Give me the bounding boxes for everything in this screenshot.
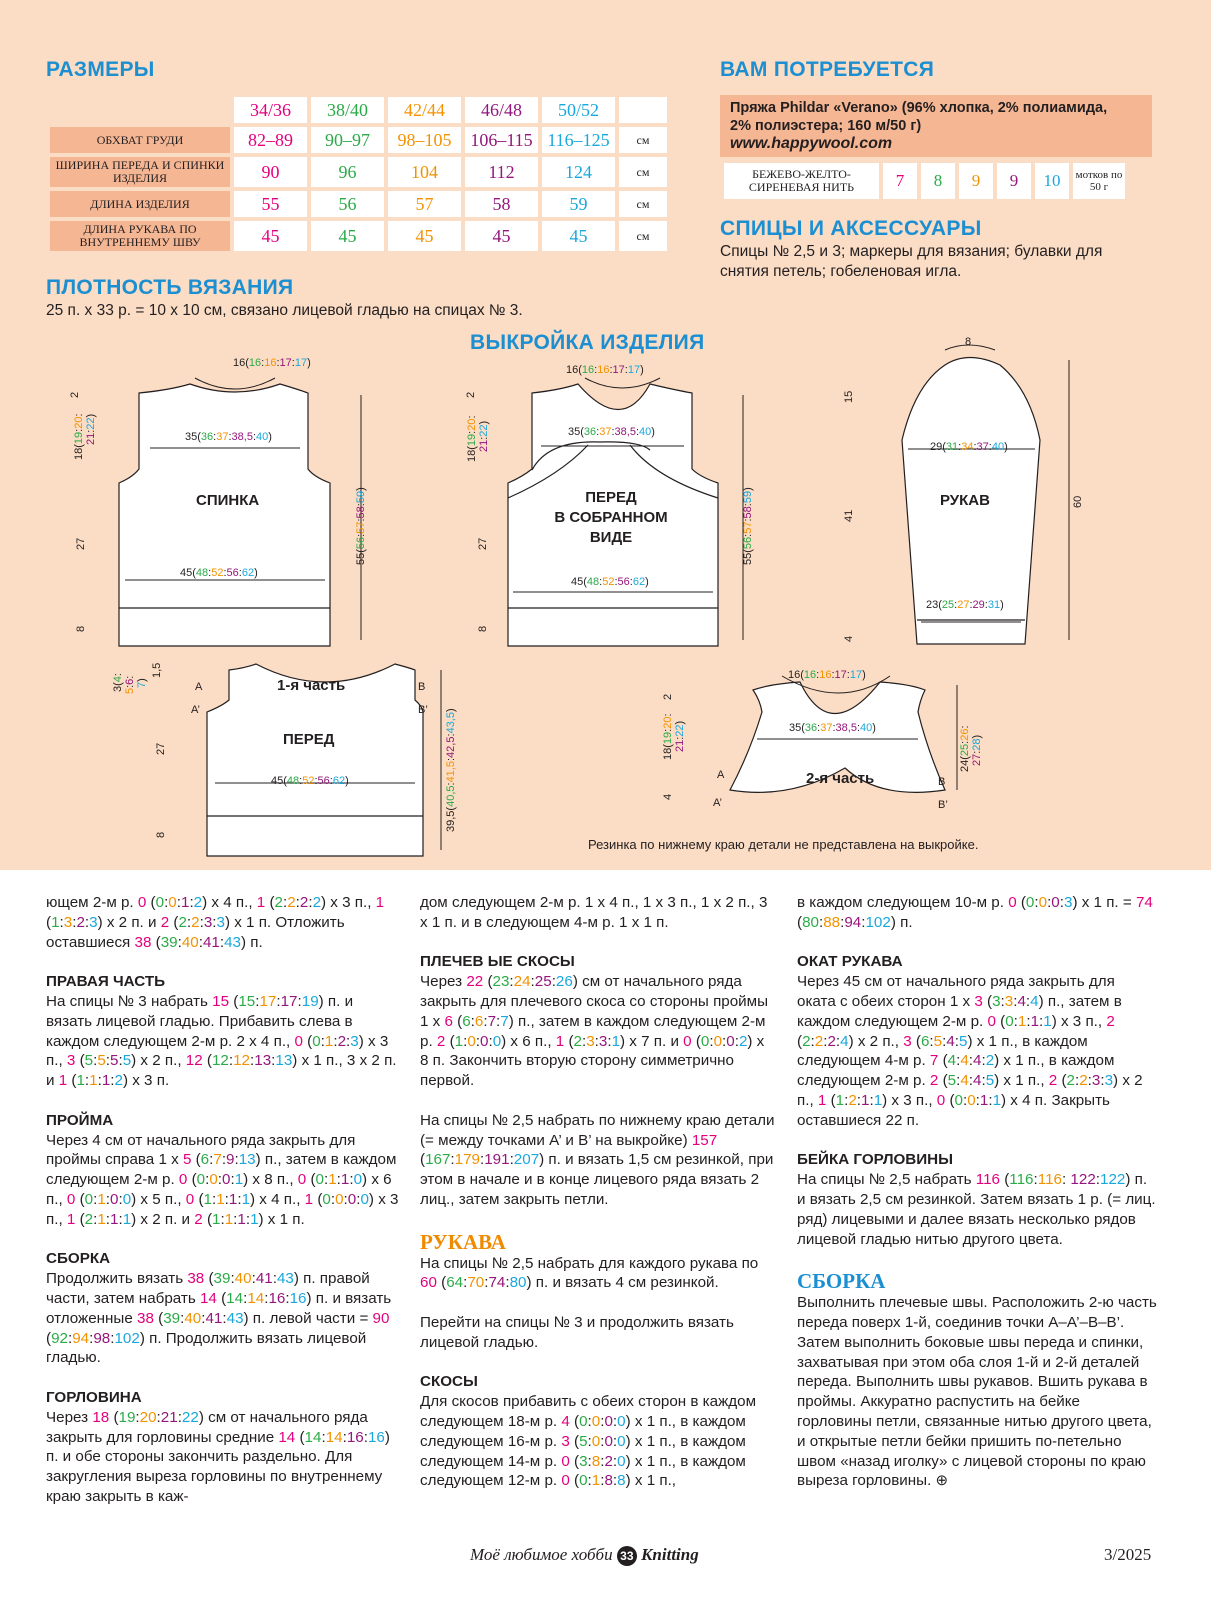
- dim-v: 55(56:57:58:59): [355, 487, 367, 565]
- dim-v: 55(56:57:58:59): [742, 487, 754, 565]
- needles-title: СПИЦЫ И АКСЕССУАРЫ: [720, 217, 982, 240]
- point-a-prime: A’: [191, 704, 200, 716]
- size-label: 46/48: [465, 97, 538, 123]
- dim-sleeve-cap: 8: [965, 336, 972, 348]
- dim-shoulders-part2: 35(36:37:38,5:40): [789, 722, 876, 734]
- cell: 96: [311, 157, 384, 187]
- dim-sleeve-top: 29(31:34:37:40): [930, 441, 1008, 453]
- label-front3: ВИДЕ: [589, 529, 633, 546]
- density-title: ПЛОТНОСТЬ ВЯЗАНИЯ: [46, 276, 294, 299]
- unit: см: [619, 221, 667, 251]
- cell: 106–115: [465, 127, 538, 153]
- dim-v: 41: [843, 509, 855, 522]
- point-a: A: [195, 681, 203, 693]
- dim-v: 5:6:: [124, 675, 136, 694]
- point-b2: B: [938, 776, 946, 788]
- dim-v: 39,5(40,5:41,5:42,5:43,5): [445, 708, 457, 832]
- point-b: B: [418, 681, 426, 693]
- footer-magazine: Моё любимое хобби: [470, 1545, 613, 1564]
- size-label: 50/52: [542, 97, 615, 123]
- label-back: СПИНКА: [196, 492, 260, 509]
- footer-date: 3/2025: [1104, 1545, 1152, 1564]
- cell: 56: [311, 191, 384, 217]
- need-title: ВАМ ПОТРЕБУЕТСЯ: [720, 58, 935, 81]
- dim-width-front: 45(48:52:56:62): [571, 576, 649, 588]
- cell: 57: [388, 191, 461, 217]
- cell: 82–89: [234, 127, 307, 153]
- dim-sleeve-cuff: 23(25:27:29:31): [926, 599, 1004, 611]
- dim-width-part1: 45(48:52:56:62): [271, 775, 349, 787]
- dim-v: 4: [662, 793, 674, 800]
- cell: 45: [234, 221, 307, 251]
- footer-title: Knitting: [641, 1545, 699, 1564]
- unit: см: [619, 157, 667, 187]
- cell: 116–125: [542, 127, 615, 153]
- yarn-line: 2% полиэстера; 160 м/50 г): [730, 118, 922, 134]
- dim-v: 2: [662, 693, 674, 700]
- pattern-title: ВЫКРОЙКА ИЗДЕЛИЯ: [470, 331, 705, 354]
- density-text: 25 п. х 33 р. = 10 х 10 см, связано лицевой гладью на спицах № 3.: [46, 302, 523, 319]
- skein-count: 9: [959, 163, 993, 199]
- dim-v: 2: [69, 391, 81, 398]
- skein-count: 9: [997, 163, 1031, 199]
- dim-v: 1,5: [151, 662, 163, 678]
- dim-v: 27:28): [971, 734, 983, 766]
- cell: 45: [388, 221, 461, 251]
- cell: 124: [542, 157, 615, 187]
- dim-neck-part2: 16(16:16:17:17): [788, 669, 866, 681]
- row-label: ШИРИНА ПЕРЕДА И СПИНКИ ИЗДЕЛИЯ: [50, 157, 230, 187]
- diagram-note: Резинка по нижнему краю детали не представлена на выкройке.: [588, 837, 979, 852]
- label-front: ПЕРЕД: [283, 731, 335, 748]
- unit: см: [619, 127, 667, 153]
- dim-v: 7): [136, 678, 148, 688]
- cell: 55: [234, 191, 307, 217]
- dim-v: 18(19:20:: [73, 413, 85, 460]
- dim-v: 2: [465, 391, 477, 398]
- cell: 90: [234, 157, 307, 187]
- back-piece: [119, 384, 330, 646]
- dim-width-back: 45(48:52:56:62): [180, 567, 258, 579]
- dim-v: 24(25:26:: [959, 725, 971, 772]
- point-a2: A: [717, 769, 725, 781]
- point-b2-prime: B’: [938, 799, 948, 811]
- cell: 45: [465, 221, 538, 251]
- yarn-url: www.happywool.com: [730, 135, 893, 152]
- dim-v: 8: [155, 831, 167, 838]
- dim-shoulders-front: 35(36:37:38,5:40): [568, 426, 655, 438]
- dim-neck-front: 16(16:16:17:17): [566, 364, 644, 376]
- cell: 104: [388, 157, 461, 187]
- dim-neck-back: 16(16:16:17:17): [233, 357, 311, 369]
- point-b-prime: B’: [418, 704, 428, 716]
- dim-v: 8: [477, 625, 489, 632]
- column-2: дом следующем 2-м р. 1 х 4 п., 1 х 3 п., 1 х 2 п., 3 х 1 п. и в следующем 4-м р. 1 х 1 п. ПЛЕЧЕВ ЫЕ СКОСЫ Через 22 (23:24:25:26) см от начального ряда закрыть для плечевого скоса со стороны проймы 1 х 6 (6:6:7:7) п., затем в каждом следующем 2-м р. 2 (1:0:0:0) х 6 п., 1 (2:3:3:1) х 7 п. и 0 (0:0:0:2) х 8 п. Закончить вторую сторону симметрично первой. На спицы № 2,5 набрать по нижнему краю детали (= между точками А’ и В’ на выкройке) 157 (167:179:191:207) п. и вязать 1,5 см резинкой, при этом в начале и в конце лицевого ряда вязать 2 лиц., затем закрыть петли. РУКАВА На спицы № 2,5 набрать для каждого рукава по 60 (64:70:74:80) п. и вязать 4 см резинкой. Перейти на спицы № 3 и продолжить вязать лицевой гладью. СКОСЫ Для скосов прибавить с обеих сторон в каждом следующем 18-м р. 4 (0:0:0:0) х 1 п., в каждом следующем 16-м р. 3 (5:0:0:0) х 1 п., в каждом следующем 14-м р. 0 (3:8:2:0) х 1 п., в каждом следующем 12-м р. 0 (0:1:8:8) х 1 п.,: [420, 894, 775, 1490]
- cell: 59: [542, 191, 615, 217]
- dim-v: 27: [75, 537, 87, 550]
- cell: 90–97: [311, 127, 384, 153]
- dim-v: 15: [843, 390, 855, 403]
- row-label: ДЛИНА РУКАВА ПО ВНУТРЕННЕМУ ШВУ: [50, 221, 230, 251]
- dim-v: 21:22): [85, 413, 97, 445]
- size-label: 34/36: [234, 97, 307, 123]
- skein-count: 8: [921, 163, 955, 199]
- dim-v: 3(4:: [112, 673, 124, 692]
- skein-count: 7: [883, 163, 917, 199]
- yarn-line: Пряжа Phildar «Verano» (96% хлопка, 2% полиамида,: [730, 100, 1108, 116]
- column-3: в каждом следующем 10-м р. 0 (0:0:0:3) х 1 п. = 74 (80:88:94:102) п. ОКАТ РУКАВА Через 45 см от начального ряда закрыть для оката с обеих сторон 1 х 3 (3:3:4:4) п., затем в каждом следующем 2-м р. 0 (0:1:1:1) х 3 п., 2 (2:2:2:4) х 2 п., 3 (6:5:4:5) х 1 п., в каждом следующем 4-м р. 7 (4:4:4:2) х 1 п., в каждом следующем 2-м р. 2 (5:4:4:5) х 1 п., 2 (2:2:3:3) х 2 п., 1 (1:2:1:1) х 3 п., 0 (0:0:1:1) х 4 п. Закрыть оставшиеся 22 п. БЕЙКА ГОРЛОВИНЫ На спицы № 2,5 набрать 116 (116:116: 122:122) п. и вязать 2,5 см резинкой. Затем вязать 1 р. (= лиц. ряд) лицевыми и далее вязать несколько рядов лицевой гладью нитью другого цвета. СБОРКА Выполнить плечевые швы. Расположить 2-ю часть переда поверх 1-й, соединив точки А–А’–В–В’. Затем выполнить боковые швы переда и спинки, захватывая при этом оба слоя 1-й и 2-й деталей переда. Выполнить швы рукавов. Вшить рукава в проймы. Аккуратно распустить на бейке горловины петли, связанные нитью другого цвета, и открытые петли бейки пришить по-петельно швом «назад иголку» с лицевой стороны по краю выреза горловины. ⊕: [797, 894, 1157, 1490]
- label-sleeve: РУКАВ: [940, 492, 990, 509]
- footer-page-number: 33: [617, 1546, 637, 1566]
- dim-shoulders-back: 35(36:37:38,5:40): [185, 431, 272, 443]
- label-front1: ПЕРЕД: [585, 489, 637, 506]
- size-label: 38/40: [311, 97, 384, 123]
- unit: см: [619, 191, 667, 217]
- color-label: БЕЖЕВО-ЖЕЛТО-СИРЕНЕВАЯ НИТЬ: [724, 163, 879, 199]
- cell: 58: [465, 191, 538, 217]
- label-front2: В СОБРАННОМ: [554, 509, 668, 526]
- dim-v: 21:22): [674, 720, 686, 752]
- label-part1: 1-я часть: [277, 677, 346, 694]
- dim-v: 4: [843, 635, 855, 642]
- cell: 45: [542, 221, 615, 251]
- dim-v: 27: [477, 537, 489, 550]
- sizes-title: РАЗМЕРЫ: [46, 58, 155, 81]
- point-a2-prime: A’: [713, 797, 722, 809]
- dim-v: 60: [1072, 495, 1084, 508]
- dim-v: 18(19:20:: [466, 415, 478, 462]
- needles-text: Спицы № 2,5 и 3; маркеры для вязания; булавки для снятия петель; гобеленовая игла.: [720, 243, 1103, 280]
- dim-v: 27: [155, 742, 167, 755]
- dim-v: 8: [75, 625, 87, 632]
- cell: 45: [311, 221, 384, 251]
- cell: 112: [465, 157, 538, 187]
- end-mark-icon: ⊕: [935, 1472, 949, 1490]
- skein-count: 10: [1035, 163, 1069, 199]
- skein-unit: мотков по 50 г: [1073, 163, 1125, 199]
- label-part2: 2-я часть: [806, 770, 875, 787]
- row-label: ОБХВАТ ГРУДИ: [50, 127, 230, 153]
- size-label: 42/44: [388, 97, 461, 123]
- dim-v: 21:22): [478, 420, 490, 452]
- cell: 98–105: [388, 127, 461, 153]
- dim-v: 18(19:20:: [662, 713, 674, 760]
- row-label: ДЛИНА ИЗДЕЛИЯ: [50, 191, 230, 217]
- column-1: ющем 2-м р. 0 (0:0:1:2) х 4 п., 1 (2:2:2:2) х 3 п., 1 (1:3:2:3) х 2 п. и 2 (2:2:3:3) х 1 п. Отложить оставшиеся 38 (39:40:41:43) п. ПРАВАЯ ЧАСТЬ На спицы № 3 набрать 15 (15:17:17:19) п. и вязать лицевой гладью. Прибавить слева в каждом следующем 2-м р. 2 х 4 п., 0 (0:1:2:3) х 3 п., 3 (5:5:5:5) х 2 п., 12 (12:12:13:13) х 1 п., 3 х 2 п. и 1 (1:1:1:2) х 3 п. ПРОЙМА Через 4 см от начального ряда закрыть для проймы справа 1 х 5 (6:7:9:13) п., затем в каждом следующем 2-м р. 0 (0:0:0:1) х 8 п., 0 (0:1:1:0) х 6 п., 0 (0:1:0:0) х 5 п., 0 (1:1:1:1) х 4 п., 1 (0:0:0:0) х 3 п., 1 (2:1:1:1) х 2 п. и 2 (1:1:1:1) х 1 п. СБОРКА Продолжить вязать 38 (39:40:41:43) п. правой части, затем набрать 14 (14:14:16:16) п. и вязать отложенные 38 (39:40:41:43) п. левой части = 90 (92:94:98:102) п. Продолжить вязать лицевой гладью. ГОРЛОВИНА Через 18 (19:20:21:22) см от начального ряда закрыть для горловины средние 14 (14:14:16:16) п. и обе стороны закончить раздельно. Для закругления выреза горловины по внутреннему краю закрыть в каж-: [46, 894, 399, 1505]
